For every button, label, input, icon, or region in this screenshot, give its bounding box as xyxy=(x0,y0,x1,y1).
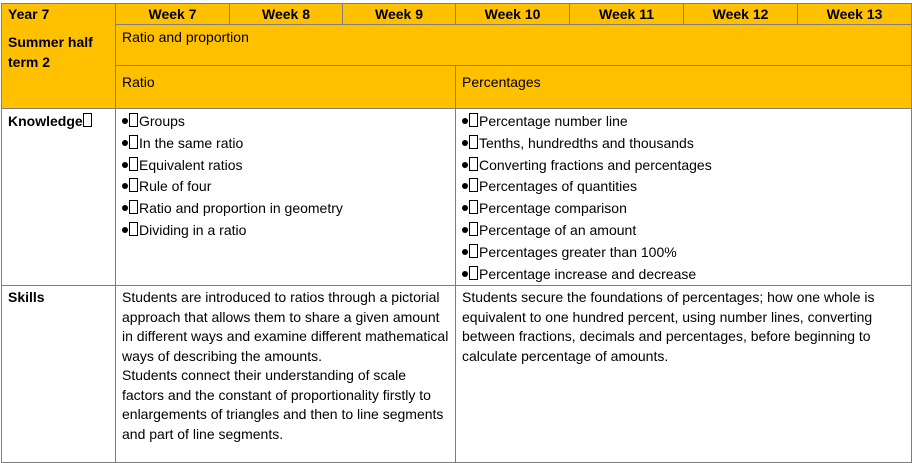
subtopic-percentages: Percentages xyxy=(456,66,912,109)
week-header: Week 11 xyxy=(570,4,684,25)
ratio-skills-paragraph: Students are introduced to ratios through a pictorial approach that allows them to share a given amount in different ways and examine different mathematical ways of describing the amounts. xyxy=(122,289,449,364)
percentage-skills-cell xyxy=(456,286,912,463)
bullet-icon xyxy=(122,162,128,168)
year-term-cell xyxy=(2,4,116,109)
missing-glyph-icon xyxy=(129,113,138,127)
bullet-icon xyxy=(122,227,128,233)
missing-glyph-icon xyxy=(129,157,138,171)
week-header: Week 8 xyxy=(230,4,343,25)
ratio-skills-cell xyxy=(116,286,456,463)
missing-glyph-icon xyxy=(469,135,478,149)
curriculum-table xyxy=(1,3,912,463)
week-header: Week 10 xyxy=(456,4,570,25)
list-item: In the same ratio xyxy=(122,133,449,155)
list-item: Percentage increase and decrease xyxy=(462,264,905,286)
week-header: Week 13 xyxy=(798,4,912,25)
list-item: Percentage comparison xyxy=(462,198,905,220)
bullet-icon xyxy=(122,140,128,146)
list-item: Groups xyxy=(122,111,449,133)
list-item: Percentages of quantities xyxy=(462,176,905,198)
knowledge-row-label: Knowledge xyxy=(2,109,116,286)
bullet-icon xyxy=(122,118,128,124)
missing-glyph-icon xyxy=(129,200,138,214)
bullet-icon xyxy=(462,271,468,277)
bullet-icon xyxy=(462,183,468,189)
list-item: Percentage of an amount xyxy=(462,220,905,242)
bullet-icon xyxy=(462,140,468,146)
topic-title: Ratio and proportion xyxy=(116,25,912,66)
list-item: Ratio and proportion in geometry xyxy=(122,198,449,220)
missing-glyph-icon xyxy=(129,222,138,236)
week-header: Week 12 xyxy=(684,4,798,25)
ratio-knowledge-list xyxy=(122,111,449,242)
bullet-icon xyxy=(462,227,468,233)
subtopic-ratio: Ratio xyxy=(116,66,456,109)
missing-glyph-icon xyxy=(469,157,478,171)
percentage-knowledge-cell xyxy=(456,109,912,286)
week-header: Week 9 xyxy=(343,4,456,25)
list-item: Rule of four xyxy=(122,176,449,198)
ratio-knowledge-cell xyxy=(116,109,456,286)
bullet-icon xyxy=(462,162,468,168)
missing-glyph-icon xyxy=(129,178,138,192)
ratio-skills-paragraph: Students connect their understanding of scale factors and the constant of proportionality firstly to enlargements of triangles and then to line segments and part of line segments. xyxy=(122,367,444,442)
year-label: Year 7 xyxy=(8,6,50,22)
missing-glyph-icon xyxy=(469,113,478,127)
missing-glyph-icon xyxy=(469,178,478,192)
missing-glyph-icon xyxy=(469,244,478,258)
list-item: Percentages greater than 100% xyxy=(462,242,905,264)
week-header: Week 7 xyxy=(116,4,230,25)
bullet-icon xyxy=(122,205,128,211)
list-item: Dividing in a ratio xyxy=(122,220,449,242)
percentage-knowledge-list xyxy=(462,111,905,285)
list-item: Equivalent ratios xyxy=(122,155,449,177)
bullet-icon xyxy=(462,118,468,124)
bullet-icon xyxy=(462,205,468,211)
percentage-skills-paragraph: Students secure the foundations of percentages; how one whole is equivalent to one hundred percent, using number lines, converting between fractions, decimals and percentages, before beginning to calculate percentage of amounts. xyxy=(462,289,875,364)
term-label: Summer half term 2 xyxy=(8,34,93,70)
missing-glyph-icon xyxy=(469,222,478,236)
skills-row-label: Skills xyxy=(2,286,116,463)
list-item: Tenths, hundredths and thousands xyxy=(462,133,905,155)
missing-glyph-icon xyxy=(469,266,478,280)
missing-glyph-icon xyxy=(83,113,92,127)
missing-glyph-icon xyxy=(469,200,478,214)
missing-glyph-icon xyxy=(129,135,138,149)
list-item: Converting fractions and percentages xyxy=(462,155,905,177)
bullet-icon xyxy=(462,249,468,255)
bullet-icon xyxy=(122,183,128,189)
list-item: Percentage number line xyxy=(462,111,905,133)
